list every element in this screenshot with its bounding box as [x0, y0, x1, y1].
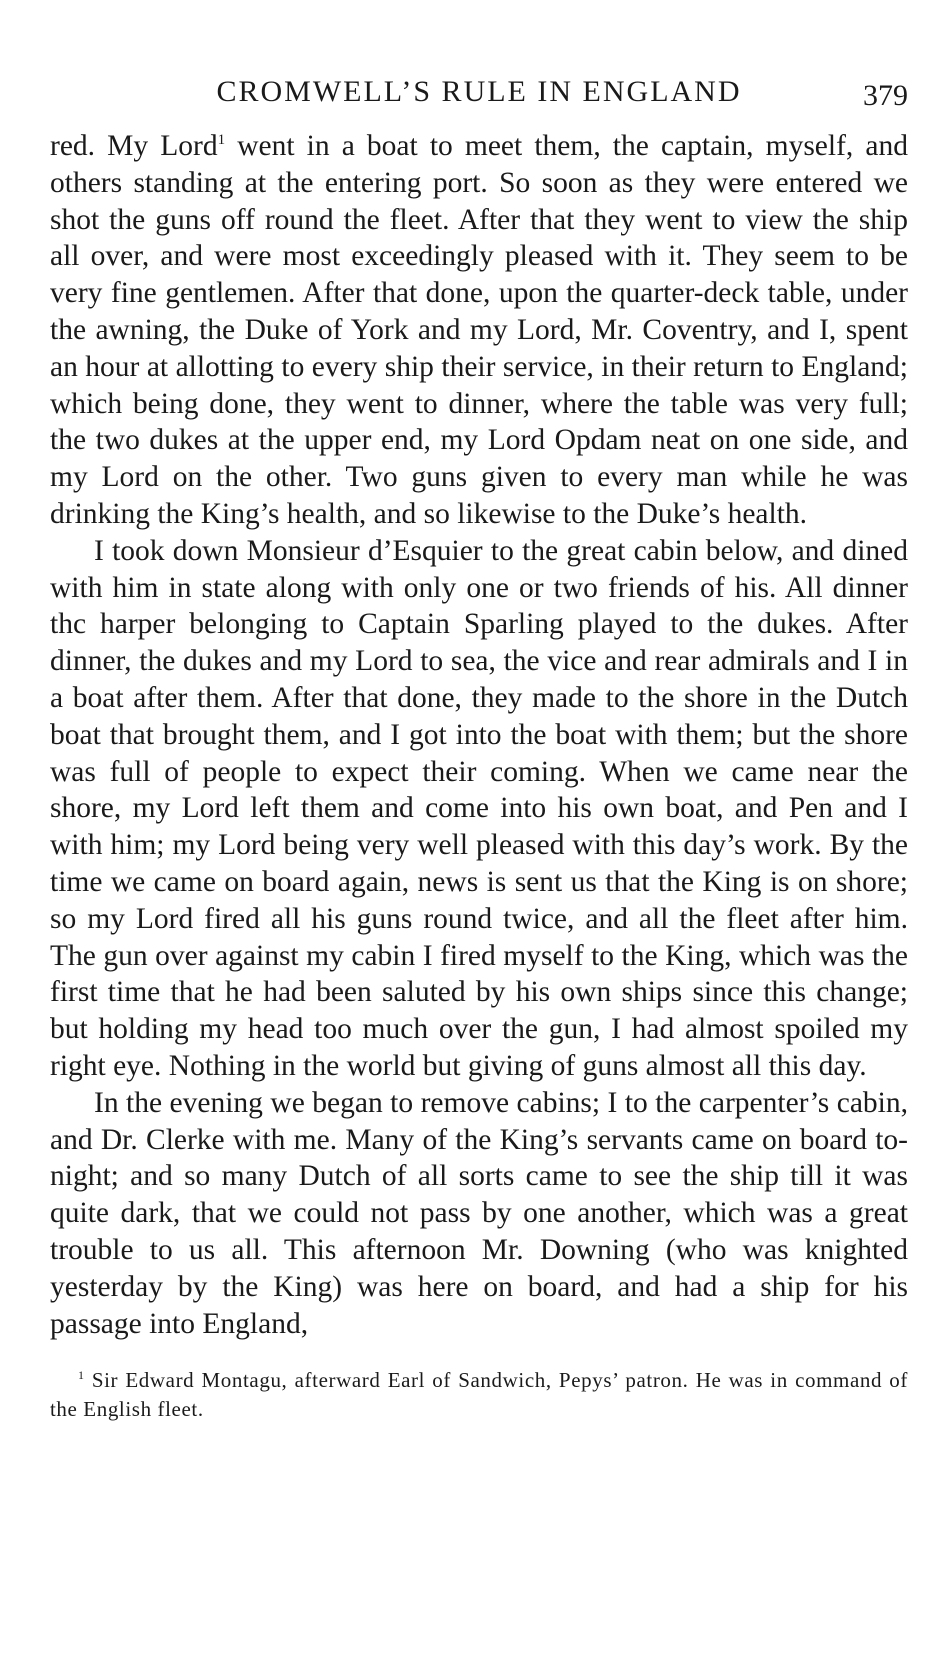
footnote-reference: 1	[217, 132, 226, 149]
body-text	[50, 128, 908, 1342]
footnote-marker: 1	[78, 1368, 85, 1383]
book-page	[50, 72, 908, 1424]
paragraph-3: In the evening we began to remove cabins; I to the carpenter’s cabin, and Dr. Clerke with me. Many of the King’s servants came on board to-night; and so many Dutch of all sorts came to see the ship till it was quite dark, that we could not pass by one another, which was a great trouble to us all. This afternoon Mr. Downing (who was knighted yesterday by the King) was here on board, and had a ship for his passage into England,	[50, 1086, 908, 1340]
paragraph-1-text-start: red. My Lord	[50, 130, 218, 162]
paragraph-1-text-rest: went in a boat to meet them, the captain, myself, and others standing at the entering port. So soon as they were entered we shot the guns off round the fleet. After that they went to view the ship all over, and were most exceedingly pleased with it. They seem to be very fine gentlemen. After that done, upon the quarter-deck table, under the awning, the Duke of York and my Lord, Mr. Coventry, and I, spent an hour at allotting to every ship their service, in their return to England; which being done, they went to dinner, where the table was very full; the two dukes at the upper end, my Lord Opdam neat on one side, and my Lord on the other. Two guns given to every man while he was drinking the King’s health, and so likewise to the Duke’s health.	[50, 130, 908, 530]
paragraph-2: I took down Monsieur d’Esquier to the great cabin below, and dined with him in state along with only one or two friends of his. All dinner thc harper belonging to Captain Sparling played to the dukes. After dinner, the dukes and my Lord to sea, the vice and rear admirals and I in a boat after them. After that done, they made to the shore in the Dutch boat that brought them, and I got into the boat with them; but the shore was full of people to expect their coming. When we came near the shore, my Lord left them and come into his own boat, and Pen and I with him; my Lord being very well pleased with this day’s work. By the time we came on board again, news is sent us that the King is on shore; so my Lord fired all his guns round twice, and all the fleet after him. The gun over against my cabin I fired myself to the King, which was the first time that he had been saluted by his own ships since this change; but holding my head too much over the gun, I had almost spoiled my right eye. Nothing in the world but giving of guns almost all this day.	[50, 534, 908, 1082]
running-header	[50, 72, 908, 124]
paragraph-1	[50, 128, 908, 533]
page-number: 379	[863, 79, 908, 112]
running-title: CROMWELL’S RULE IN ENGLAND	[216, 75, 742, 108]
footnote-text: Sir Edward Montagu, afterward Earl of Sandwich, Pepys’ patron. He was in command of the English fleet.	[50, 1368, 908, 1422]
footnote	[50, 1366, 908, 1424]
